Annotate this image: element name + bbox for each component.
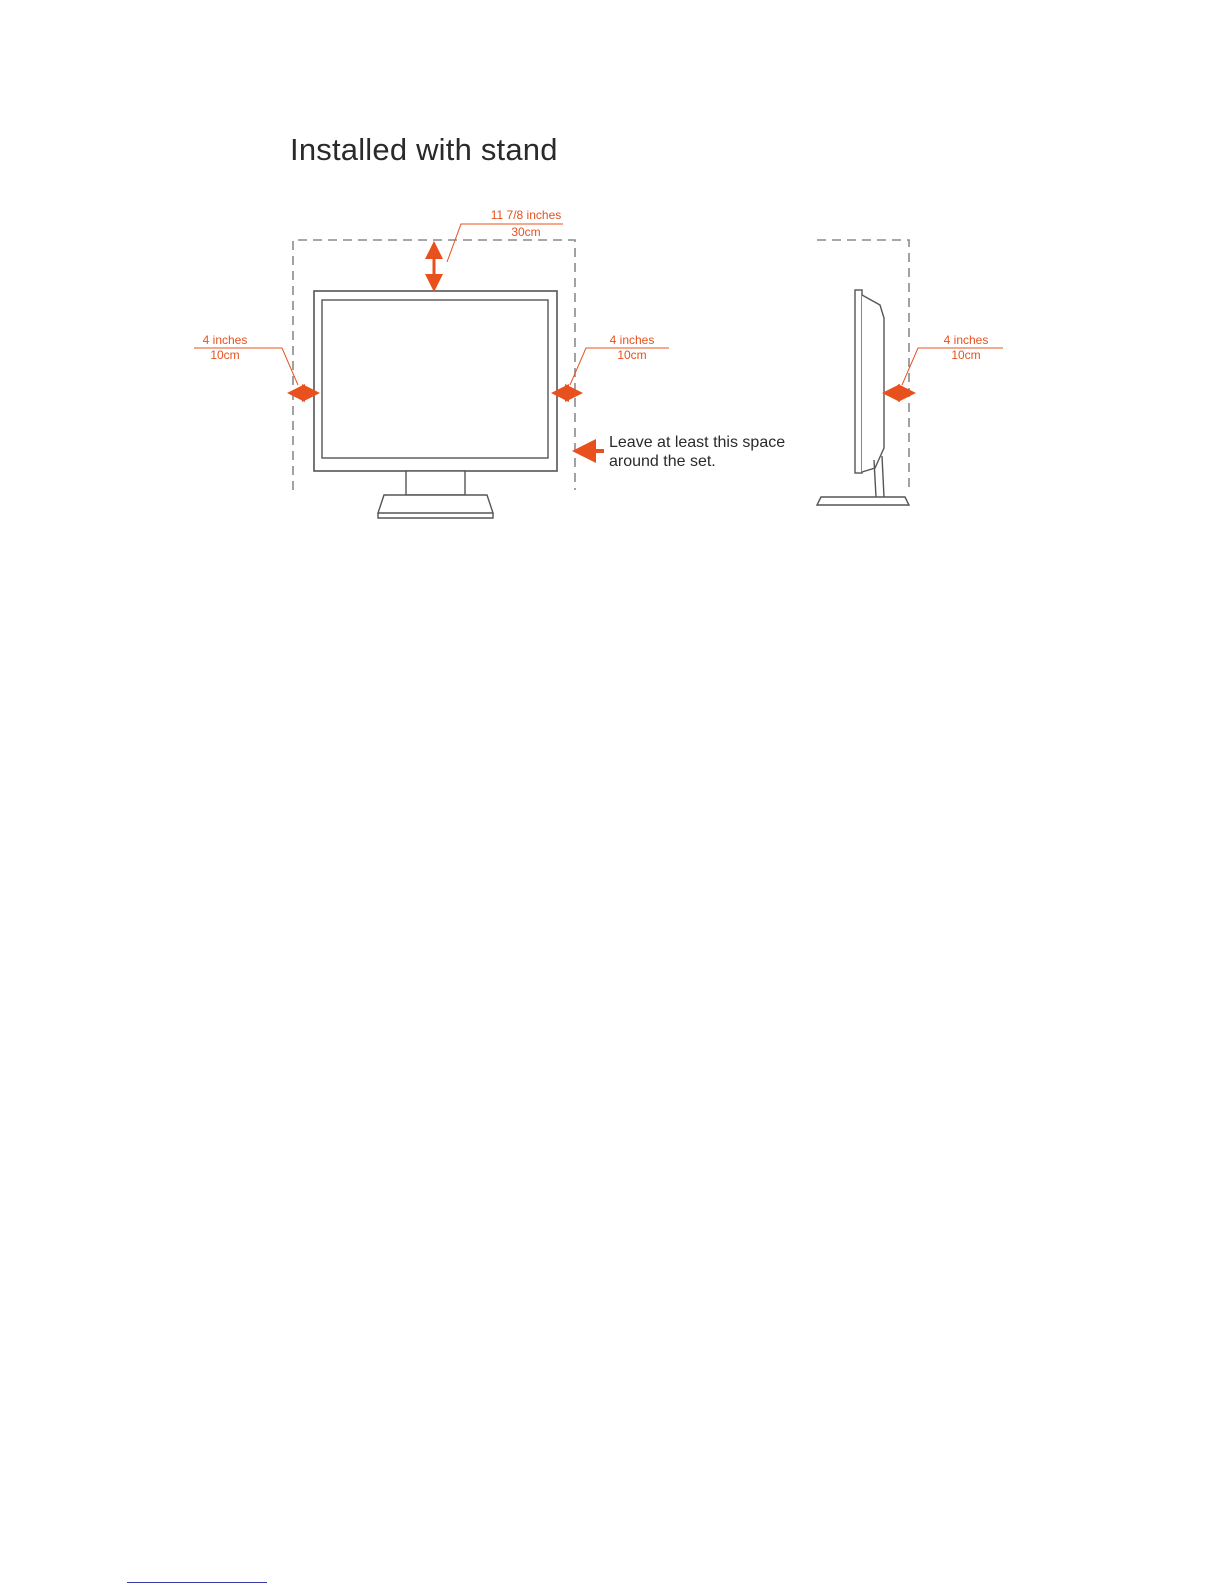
stand-neck [406, 471, 465, 495]
back-clearance-line2: 10cm [951, 348, 981, 362]
side-stand-base [817, 497, 909, 505]
stand-base [378, 495, 493, 518]
top-clearance-line1: 11 7/8 inches [490, 208, 562, 222]
installation-diagram [0, 0, 1225, 600]
top-leader-line [447, 224, 563, 262]
monitor-screen [322, 300, 548, 458]
left-clearance-line2: 10cm [210, 348, 240, 362]
front-view [194, 208, 785, 518]
right-clearance-line2: 10cm [617, 348, 647, 362]
side-view [817, 240, 1003, 505]
footnote-separator [127, 1582, 267, 1583]
page-title: Installed with stand [290, 132, 558, 167]
left-clearance-line1: 4 inches [202, 333, 248, 347]
side-monitor-back [862, 295, 884, 472]
note-line1: Leave at least this space [609, 434, 786, 451]
side-monitor-panel [855, 290, 862, 473]
right-clearance-line1: 4 inches [609, 333, 655, 347]
back-clearance-line1: 4 inches [943, 333, 989, 347]
top-clearance-line2: 30cm [511, 225, 541, 239]
note-line2: around the set. [609, 453, 716, 470]
